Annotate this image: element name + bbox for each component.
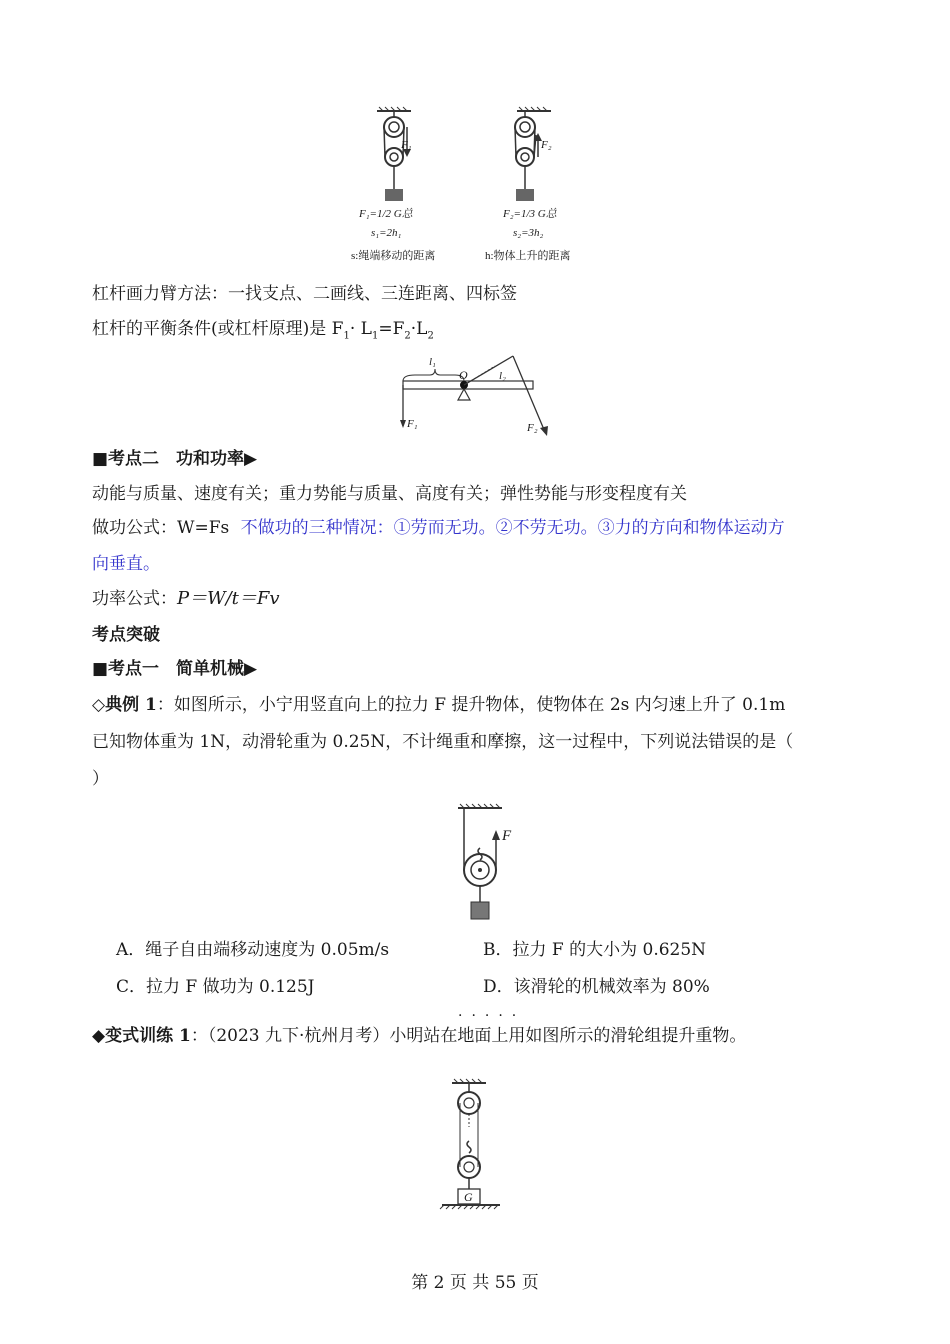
- example1-line2: 已知物体重为 1N，动滑轮重为 0.25N，不计绳重和摩擦，这一过程中，下列说法错误的是（: [92, 732, 794, 752]
- pulley-group-diagram: [440, 1075, 510, 1215]
- example1-label: 典例 1: [105, 695, 157, 715]
- power-formula-line: 功率公式：P＝W/t＝Fv: [92, 588, 280, 609]
- pulley-right-distance: s₂=3h₂: [513, 227, 544, 239]
- movable-pulley-diagram: [450, 800, 530, 925]
- option-d[interactable]: D．该滑轮的机械效率为 80%: [483, 977, 710, 997]
- lever-f2-label: F₂: [527, 422, 538, 434]
- figure-movable-pulley: [450, 800, 530, 925]
- pulley-left-distance: s₁=2h₁: [371, 227, 402, 239]
- emphasis-dots: ·····: [458, 1008, 526, 1024]
- lever-l2-label: l₂: [499, 370, 506, 382]
- energy-text: 动能与质量、速度有关；重力势能与质量、高度有关；弹性势能与形变程度有关: [92, 484, 687, 504]
- example1-line1: ◇典例 1：如图所示，小宁用竖直向上的拉力 F 提升物体，使物体在 2s 内匀速上升了 0.1m: [92, 695, 786, 715]
- pulley-left-formula: F₁=1/2 G总: [359, 208, 413, 220]
- pulley-right-formula: F₂=1/3 G总: [503, 208, 557, 220]
- pulley-left-legend: s:绳端移动的距离: [351, 250, 436, 262]
- pulley-diagram-left: [365, 105, 445, 205]
- variant1-line: ◆变式训练 1：（2023 九下·杭州月考）小明站在地面上用如图所示的滑轮组提升重物。: [92, 1026, 747, 1046]
- force-label-f1-top: F₁: [401, 139, 412, 151]
- lever-f1-label: F₁: [407, 418, 418, 430]
- lever-l1-label: l₁: [429, 356, 436, 368]
- lever-diagram: [395, 348, 565, 438]
- movable-pulley-f-label: F: [502, 828, 512, 844]
- work-formula: 做功公式：W=Fs: [92, 518, 230, 538]
- figure-pulley-systems: [345, 105, 615, 265]
- page-footer: 第 2 页 共 55 页: [411, 1273, 539, 1293]
- figure-pulley-group: [440, 1075, 510, 1215]
- lever-o-label: O: [459, 368, 468, 382]
- no-work-cases-cont: 向垂直。: [92, 554, 160, 574]
- pulley-group-g-label: G: [464, 1190, 473, 1204]
- figure-lever: [395, 348, 565, 438]
- pulley-right-legend: h:物体上升的距离: [485, 250, 571, 262]
- option-a[interactable]: A．绳子自由端移动速度为 0.05m/s: [116, 940, 390, 960]
- section1-heading: ■考点一 简单机械▶: [92, 659, 258, 679]
- lever-method-text: 杠杆画力臂方法：一找支点、二画线、三连距离、四标签: [92, 284, 517, 304]
- section2-heading: ■考点二 功和功率▶: [92, 449, 258, 469]
- pulley-diagram-right: [505, 105, 585, 205]
- lever-balance-text: 杠杆的平衡条件(或杠杆原理)是 $F_1\cdot L_1=F_2\cdot L_2$: [92, 319, 434, 342]
- force-label-f2-top: F₂: [541, 139, 552, 151]
- variant1-label: 变式训练 1: [105, 1026, 191, 1046]
- option-c[interactable]: C．拉力 F 做功为 0.125J: [116, 977, 315, 997]
- no-work-cases: 不做功的三种情况：①劳而无功。②不劳无功。③力的方向和物体运动方: [240, 518, 785, 538]
- example1-line3: ）: [92, 769, 109, 789]
- breakthrough-heading: 考点突破: [92, 625, 160, 645]
- power-formula: P＝W/t＝Fv: [177, 588, 280, 609]
- option-b[interactable]: B．拉力 F 的大小为 0.625N: [483, 940, 707, 960]
- work-formula-line: [92, 517, 785, 539]
